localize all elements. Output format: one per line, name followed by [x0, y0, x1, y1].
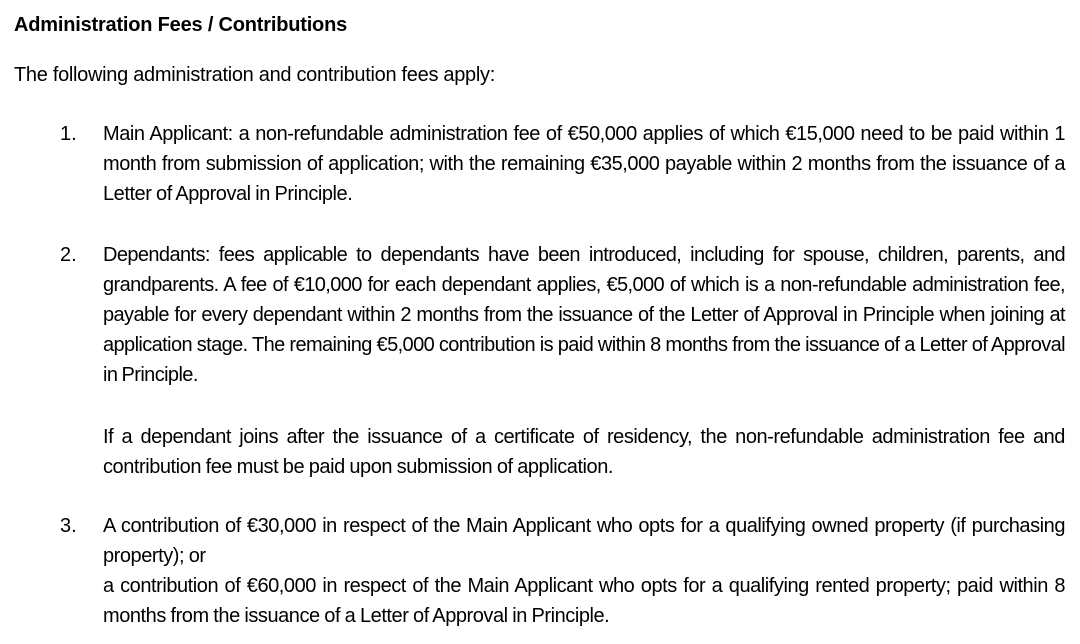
intro-text: The following administration and contribution fees apply:: [14, 64, 495, 86]
list-number: 3.: [60, 515, 77, 537]
list-item-paragraph: Dependants: fees applicable to dependants have been introduced, including for spouse, children, parents, and grandparents. A fee of €10,000 for each dependant applies, €5,000 of which is a non-refundable administration fee, payable for every dependant within 2 months from the issuance of the Letter of Approval in Principle when joining at application stage. The remaining €5,000 contribution is paid within 8 months from the issuance of a Letter of Approval in Principle.: [103, 244, 1065, 386]
list-item-paragraph: A contribution of €30,000 in respect of the Main Applicant who opts for a qualifying owned property (if purchasing property); or: [103, 515, 1065, 567]
list-item-paragraph-continued: a contribution of €60,000 in respect of the Main Applicant who opts for a qualifying rented property; paid within 8 months from the issuance of a Letter of Approval in Principle.: [103, 575, 1065, 627]
section-heading: Administration Fees / Contributions: [14, 14, 348, 36]
list-number: 1.: [60, 123, 77, 145]
list-item-subparagraph: If a dependant joins after the issuance of a certificate of residency, the non-refundable administration fee and contribution fee must be paid upon submission of application.: [103, 426, 1065, 478]
list-item-paragraph: Main Applicant: a non-refundable administration fee of €50,000 applies of which €15,000 need to be paid within 1 month from submission of application; with the remaining €35,000 payable within 2 months from the issuance of a Letter of Approval in Principle.: [103, 123, 1065, 205]
list-number: 2.: [60, 244, 77, 266]
